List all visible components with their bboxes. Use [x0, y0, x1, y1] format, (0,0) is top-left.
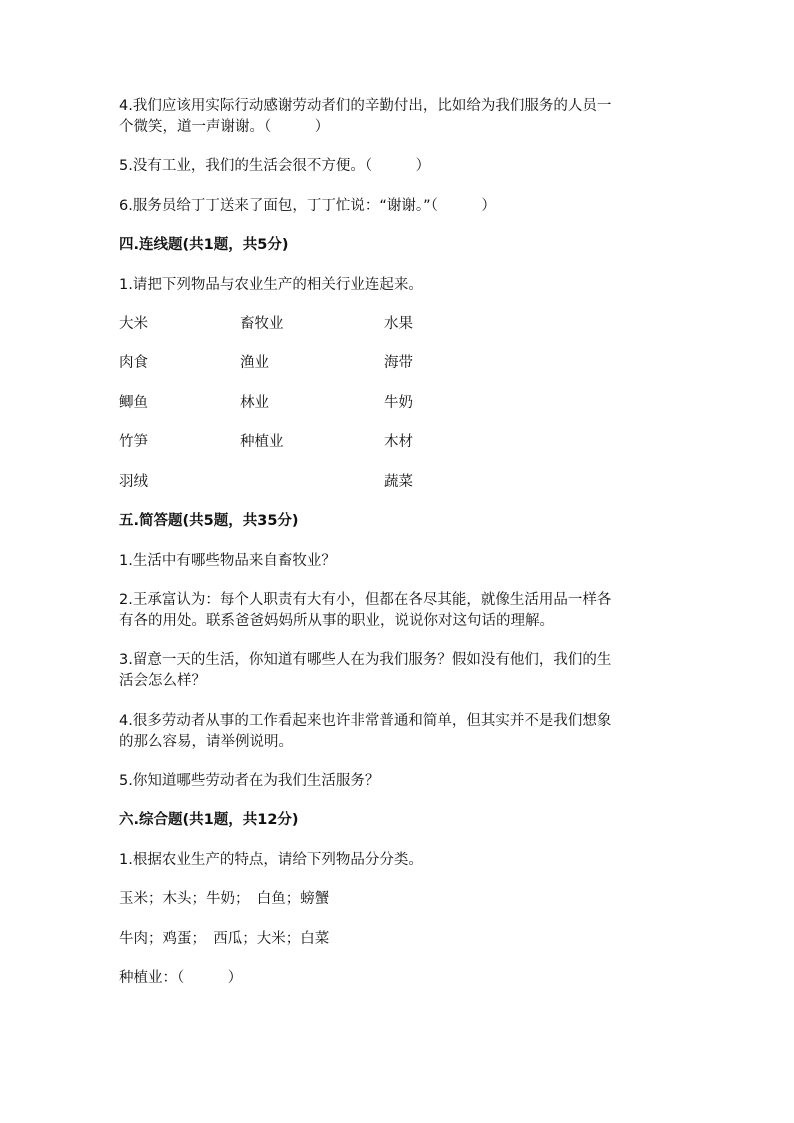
judgment-item-5: 5.没有工业，我们的生活会很不方便。（ ） — [119, 158, 431, 174]
short-answer-3-line-2: 活会怎么样？ — [119, 673, 206, 689]
matching-item: 竹笋 — [119, 434, 148, 450]
section-5-heading: 五.简答题(共5题，共35分) — [119, 513, 299, 529]
short-answer-4-line-2: 的那么容易，请举例说明。 — [119, 734, 293, 750]
comprehensive-items-line-1: 玉米；木头；牛奶； 白鱼；螃蟹 — [119, 891, 330, 907]
matching-industry: 渔业 — [240, 355, 269, 371]
matching-item: 肉食 — [119, 355, 148, 371]
short-answer-2-line-1: 2.王承富认为：每个人职责有大有小，但都在各尽其能，就像生活用品一样各 — [119, 592, 612, 608]
planting-answer: 种植业：（ ） — [119, 970, 243, 986]
judgment-item-4-line-1: 4.我们应该用实际行动感谢劳动者们的辛勤付出，比如给为我们服务的人员一 — [119, 98, 612, 114]
matching-item: 鲫鱼 — [119, 395, 148, 411]
judgment-item-4-line-2: 个微笑，道一声谢谢。（ ） — [119, 119, 330, 135]
comprehensive-question: 1.根据农业生产的特点，请给下列物品分分类。 — [119, 852, 423, 868]
section-4-heading: 四.连线题(共1题，共5分) — [119, 237, 289, 253]
section-6-heading: 六.综合题(共1题，共12分) — [119, 812, 299, 828]
matching-item: 大米 — [119, 316, 148, 332]
matching-industry: 林业 — [240, 395, 269, 411]
matching-item: 羽绒 — [119, 474, 148, 490]
matching-item: 木材 — [384, 434, 413, 450]
matching-item: 牛奶 — [384, 395, 413, 411]
matching-item: 蔬菜 — [384, 474, 413, 490]
short-answer-4-line-1: 4.很多劳动者从事的工作看起来也许非常普通和简单，但其实并不是我们想象 — [119, 713, 612, 729]
short-answer-3-line-1: 3.留意一天的生活，你知道有哪些人在为我们服务？假如没有他们，我们的生 — [119, 652, 612, 668]
comprehensive-items-line-2: 牛肉；鸡蛋； 西瓜；大米；白菜 — [119, 931, 330, 947]
section-4-question: 1.请把下列物品与农业生产的相关行业连起来。 — [119, 277, 423, 293]
matching-item: 水果 — [384, 316, 413, 332]
short-answer-1: 1.生活中有哪些物品来自畜牧业？ — [119, 553, 336, 569]
short-answer-5: 5.你知道哪些劳动者在为我们生活服务？ — [119, 773, 380, 789]
short-answer-2-line-2: 有各的用处。联系爸爸妈妈所从事的职业，说说你对这句话的理解。 — [119, 613, 554, 629]
matching-item: 海带 — [384, 355, 413, 371]
matching-industry: 畜牧业 — [240, 316, 284, 332]
judgment-item-6: 6.服务员给丁丁送来了面包，丁丁忙说：“谢谢。”（ ） — [119, 198, 496, 214]
matching-industry: 种植业 — [240, 434, 284, 450]
